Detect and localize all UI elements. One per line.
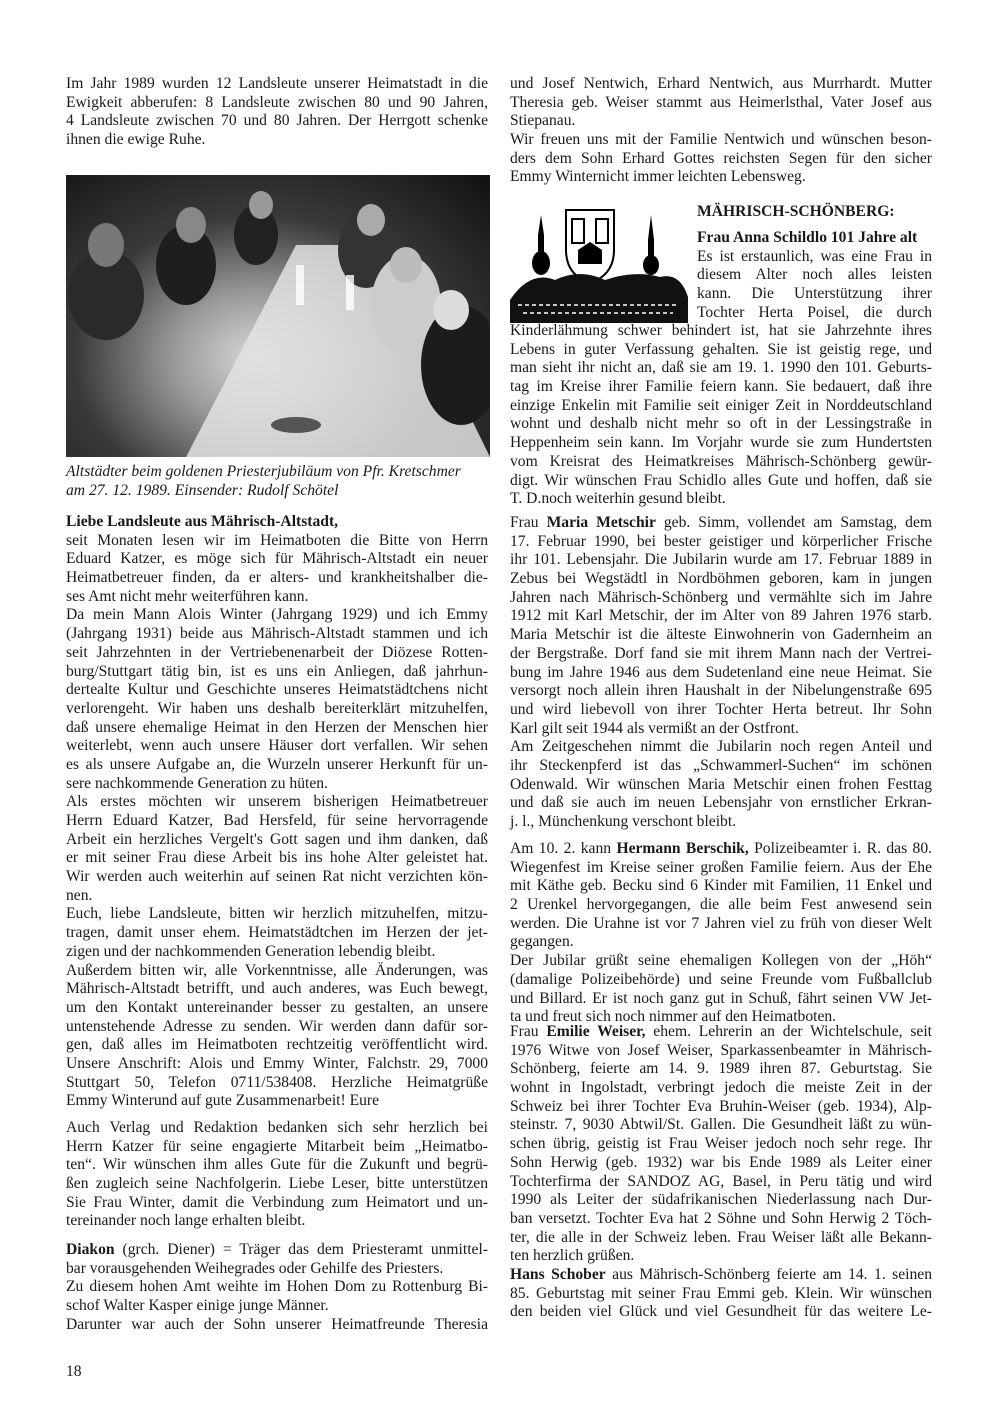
text-line: Zebus bei Wegstädtl in Nordböhmen geboren, kam in jungen bbox=[510, 570, 932, 588]
text-line: Tochterfirma der SANDOZ AG, Basel, in Peru tätig und wird bbox=[510, 1172, 932, 1190]
text-line bbox=[510, 1303, 932, 1322]
text: Frau bbox=[510, 1023, 547, 1040]
text-line: tragen, damit unser ehem. Heimatstädtchen im Herzen der jet- bbox=[66, 924, 488, 942]
paragraph bbox=[66, 606, 488, 793]
text-line: mit Käthe geb. Becku sind 6 Kinder mit Familien, 11 Enkel und bbox=[510, 877, 932, 895]
text-line: Heppenheim sein kann. Im Vorjahr wurde sie zum Hundertsten bbox=[510, 434, 932, 452]
text-line: Arbeit ein herzliches Vergelt's Gott sagen und ihm danken, daß bbox=[66, 830, 488, 848]
text-line bbox=[697, 304, 932, 323]
text-line: werden. Die Urahne ist vor 7 Jahren viel zu früh von dieser Welt bbox=[510, 914, 932, 932]
text-line: Unsere Anschrift: Alois und Emmy Winter, Falchstr. 29, 7000 bbox=[66, 1054, 488, 1072]
caption-line: am 27. 12. 1989. Einsender: Rudolf Schötel bbox=[66, 481, 339, 499]
text: Am 10. 2. kann bbox=[510, 840, 617, 857]
text-line: Wiegenfest im Kreise seiner großen Familie feiern. Aus der Ehe bbox=[510, 858, 932, 876]
text-line: um den Kontakt untereinander besser zu gestalten, an unsere bbox=[66, 998, 488, 1016]
text-line: Auch Verlag und Redaktion bedanken sich sehr herzlich bei bbox=[66, 1119, 488, 1136]
text-line: Wir freuen uns mit der Familie Nentwich und wünschen beson- bbox=[510, 131, 932, 149]
text-line: ses Amt nicht mehr weiterführen kann. bbox=[66, 587, 309, 605]
text-line: wohnt in Ingolstadt, verbringt jedoch die meiste Zeit in der bbox=[510, 1079, 932, 1097]
text-line: weiterlebt, wenn auch unsere Häuser dort verfallen. Wir sehen bbox=[66, 737, 488, 755]
text-line: ßen zugleich seine Nachfolgerin. Liebe Leser, bitte unterstützen bbox=[66, 1175, 488, 1193]
text-line bbox=[66, 1316, 488, 1335]
text: ehem. Lehrerin an der Wichtelschule, seit bbox=[645, 1023, 932, 1040]
text-line: Wir werden auch weiterhin auf seinen Rat nicht verzichten kön- bbox=[66, 868, 488, 886]
text-line: Lebens in guter Verfassung gehalten. Sie ist geistig rege, und bbox=[510, 340, 932, 358]
text-line: und daß sie auch im neuen Lebensjahr von ernstlicher Erkran- bbox=[510, 794, 932, 812]
text-line: 1990 als Leiter der südafrikanischen Niederlassung nach Dur- bbox=[510, 1191, 932, 1209]
bold-name: Maria Metschir bbox=[546, 514, 656, 531]
text-line: (damalige Polizeibehörde) und seine Freunde vom Fußballclub bbox=[510, 970, 932, 988]
text-line: ten“. Wir wünschen ihm alles Gute für die Zukunft und begrü- bbox=[66, 1156, 488, 1174]
section-heading-maehrisch-schoenberg: MÄHRISCH-SCHÖNBERG: bbox=[697, 203, 895, 220]
paragraph bbox=[510, 1266, 932, 1322]
text-line: es als unsere Aufgabe an, die Wurzeln unserer Herkunft für un- bbox=[66, 755, 488, 773]
text-line: Maria Metschir ist die älteste Einwohnerin von Gadernheim an bbox=[510, 626, 932, 644]
text-line: Kinderlähmung schwer behindert ist, hat sie Jahrzehnte ihres bbox=[510, 322, 932, 339]
text-line: Karl gilt seit 1944 als vermißt an der Ostfront. bbox=[510, 719, 799, 737]
text-line: ders dem Sohn Erhard Gottes reichsten Segen für den sicher bbox=[510, 149, 932, 167]
photo-image bbox=[66, 175, 490, 457]
bold-name: Hermann Berschik, bbox=[616, 840, 749, 857]
signature: Emmy Winter bbox=[510, 168, 598, 186]
letter-body bbox=[66, 532, 488, 1111]
text: geb. Simm, vollendet am Samstag, dem bbox=[655, 514, 932, 531]
text: Frau bbox=[510, 514, 547, 531]
letter-article bbox=[66, 513, 488, 1111]
text-line: nen. bbox=[66, 886, 93, 904]
text-line bbox=[510, 1266, 932, 1285]
paragraph bbox=[510, 738, 932, 831]
text-line: tereinander noch lange erhalten bleibt. bbox=[66, 1212, 306, 1230]
text: Polizeibeamter i. R. das 80. bbox=[748, 840, 933, 857]
text-line: Heimatbetreuer finden, da er alters- und krankheitshalber die- bbox=[66, 569, 488, 587]
text-line: ihnen die ewige Ruhe. bbox=[66, 131, 206, 149]
text-line: Sie Frau Winter, damit die Verbindung zum Heimatort und un- bbox=[66, 1193, 488, 1211]
text-line: steinstr. 7, 9030 Abtwil/St. Gallen. Die Gesundheit läßt zu wün- bbox=[510, 1116, 932, 1134]
text-line: Da mein Mann Alois Winter (Jahrgang 1929) und ich Emmy bbox=[66, 606, 488, 624]
text-line bbox=[510, 813, 932, 832]
text-line: ihr 101. Lebensjahr. Die Jubilarin wurde am 17. Februar 1889 in bbox=[510, 551, 932, 569]
text-line: Herrn Eduard Katzer, Bad Hersfeld, für seine hervorragende bbox=[66, 812, 488, 829]
text: (grch. Diener) = Träger das dem Priesteramt unmittel- bbox=[114, 1241, 488, 1258]
text-line: gegangen. bbox=[510, 933, 574, 951]
text-line: dertealte Kultur und Geschichte unseres Heimatstädtchens nicht bbox=[66, 681, 488, 699]
text-line bbox=[510, 840, 932, 859]
text-line: wohnt und deshalb nicht mehr so oft in der Lessingstraße in bbox=[510, 415, 932, 433]
text-line: ta und freut sich noch nimmer auf den Heimatboten. bbox=[510, 1008, 837, 1026]
text-line: ter, die alle in der Schweiz leben. Frau Weiser läßt alle Bekann- bbox=[510, 1228, 932, 1246]
text-line: Mährisch-Altstadt betrifft, und auch anderes, was Euch bewegt, bbox=[66, 980, 488, 998]
paragraph bbox=[510, 322, 932, 509]
text-line: und Josef Nentwich, Erhard Nentwich, aus Murrhardt. Mutter bbox=[510, 75, 932, 92]
text-line: tag im Kreise ihrer Familie feiern kann. Sie bedauert, daß ihre bbox=[510, 378, 932, 396]
text-line: Theresia geb. Weiser stammt aus Heimerlsthal, Vater Josef aus bbox=[510, 93, 932, 111]
schildlo-article-top bbox=[697, 203, 932, 322]
text-line: ihr Steckenpferd ist das „Schwammerl-Suchen“ im schönen bbox=[510, 756, 932, 774]
publisher-note bbox=[66, 1119, 488, 1231]
text-line: daß unsere ehemalige Heimat in den Herzen der Menschen hier bbox=[66, 718, 488, 736]
text-line: und wird liebevoll von ihrer Tochter Herta betreut. Ihr Sohn bbox=[510, 700, 932, 718]
schildlo-heading: Frau Anna Schildlo 101 Jahre alt bbox=[697, 229, 918, 246]
text-line: ban versetzt. Tochter Eva hat 2 Söhne und Sohn Herwig 2 Töch- bbox=[510, 1209, 932, 1227]
text-line: seit Jahrzehnten in der Vertriebenenarbeit der Diözese Rotten- bbox=[66, 643, 488, 661]
text-line bbox=[66, 1092, 488, 1111]
text-line: 2 Urenkel hervorgegangen, die alle beim Fest anwesend sein bbox=[510, 896, 932, 914]
text-line: er mit seiner Frau diese Arbeit bis ins hohe Alter geleistet hat. bbox=[66, 849, 488, 867]
paragraph bbox=[510, 840, 932, 952]
text-line: Eduard Katzer, es möge sich für Mährisch-Altstadt ein neuer bbox=[66, 550, 488, 568]
text-line: Stiepanau. bbox=[510, 112, 576, 130]
text-line: Es ist erstaunlich, was eine Frau in bbox=[697, 247, 932, 265]
intro-paragraph bbox=[66, 75, 488, 150]
text-line bbox=[66, 1241, 488, 1260]
paragraph bbox=[66, 793, 488, 905]
schildlo-intro bbox=[697, 248, 932, 323]
text-line: gen, daß alles im Heimatboten rechtzeitig veröffentlicht wird. bbox=[66, 1036, 488, 1054]
page-number: 18 bbox=[66, 1363, 82, 1380]
text-line: digt. Wir wünschen Frau Schidlo alles Gute und hoffen, daß sie bbox=[510, 471, 932, 489]
text-line: Jahren nach Mährisch-Schönberg und vermählte sich im Jahre bbox=[510, 588, 932, 606]
berschik-article bbox=[510, 840, 932, 1027]
text-line: Schweiz bei ihrer Tochter Eva Bruhin-Weiser (geb. 1934), Alp- bbox=[510, 1097, 932, 1115]
paragraph bbox=[66, 75, 488, 150]
signature: Emmy Winter bbox=[66, 1092, 154, 1110]
paragraph bbox=[66, 962, 488, 1112]
paragraph bbox=[66, 1316, 488, 1335]
text-line: ten herzlich grüßen. bbox=[510, 1247, 635, 1265]
text-line: bung im Jahre 1946 aus dem Sudetenland eine neue Heimat. Sie bbox=[510, 663, 932, 681]
text-line: man sieht ihr nicht an, daß sie am 19. 1. 1990 den 101. Geburts- bbox=[510, 359, 932, 377]
text-line: Der Jubilar grüßt seine ehemaligen Kollegen von der „Höh“ bbox=[510, 952, 932, 970]
text-line: Sohn Herwig (geb. 1932) war bis Ende 1989 als Leiter einer bbox=[510, 1153, 932, 1171]
signature: j. l., München bbox=[510, 813, 598, 830]
text-line: bar vorausgehenden Weihegrades oder Gehilfe des Priesters. bbox=[66, 1259, 444, 1277]
text-line: 1912 mit Karl Metschir, der im Alter von 89 Jahren 1976 starb. bbox=[510, 607, 932, 625]
text-line: Zu diesem hohen Amt weihte im Hohen Dom zu Rottenburg Bi- bbox=[66, 1278, 488, 1296]
text-line: schof Walter Kasper einige junge Männer. bbox=[66, 1297, 329, 1315]
weiser-article bbox=[510, 1023, 932, 1322]
photo-caption bbox=[66, 463, 488, 500]
paragraph bbox=[510, 514, 932, 738]
text: kung verschont bleibt. bbox=[597, 813, 737, 830]
text: den beiden viel Glück und viel Gesundheit für das weitere Le- bbox=[510, 1303, 932, 1321]
text-line: Herrn Katzer für seine engagierte Mitarbeit beim „Heimatbo- bbox=[66, 1137, 488, 1155]
diakon-article bbox=[66, 1241, 488, 1334]
paragraph bbox=[510, 75, 932, 131]
paragraph bbox=[510, 1023, 932, 1266]
text-line bbox=[510, 490, 932, 509]
text-line bbox=[510, 168, 932, 187]
text-line: diesem Alter noch alles leisten bbox=[697, 266, 932, 284]
caption-line: Altstädter beim goldenen Priesterjubiläum von Pfr. Kretschmer bbox=[66, 463, 461, 480]
bold-name: Diakon bbox=[66, 1241, 115, 1258]
text-line: Ewigkeit abberufen: 8 Landsleute zwischen 80 und 90 Jahren, bbox=[66, 93, 488, 111]
paragraph bbox=[66, 1119, 488, 1231]
text-line: burg/Stuttgart tätig bin, ist es uns ein Anliegen, daß jahrhun- bbox=[66, 662, 488, 680]
paragraph bbox=[66, 1278, 488, 1315]
letter-heading: Liebe Landsleute aus Mährisch-Altstadt, bbox=[66, 513, 339, 530]
text-line: versorgt noch allein ihren Haushalt in der Nibelungenstraße 695 bbox=[510, 682, 932, 700]
text-line bbox=[510, 514, 932, 533]
signature: T. D. bbox=[510, 490, 542, 508]
metschir-article bbox=[510, 514, 932, 832]
text-line: zigen und der nachkommenden Generation lebendig bleibt. bbox=[66, 942, 436, 960]
text-line: Schönberg, feierte am 14. 9. 1989 ihren 87. Geburtstag. Sie bbox=[510, 1060, 932, 1078]
text-line: seit Monaten lesen wir im Heimatboten die Bitte von Herrn bbox=[66, 531, 488, 549]
bold-name: Emilie Weiser, bbox=[546, 1023, 646, 1040]
text-line: 4 Landsleute zwischen 70 und 80 Jahren. Der Herrgott schenke bbox=[66, 112, 488, 130]
text-line: und Billard. Er ist noch ganz gut in Schuß, fährt seinen VW Jet- bbox=[510, 989, 932, 1007]
text-line: verlorengeht. Wir haben uns deshalb bereiterklärt mitzuhelfen, bbox=[66, 699, 488, 717]
group-photo bbox=[66, 175, 490, 457]
paragraph bbox=[510, 131, 932, 187]
text-line: kann. Die Unterstützung ihrer bbox=[697, 285, 932, 303]
text-line: einzige Enkelin mit Familie seit einiger Zeit in Norddeutschland bbox=[510, 396, 932, 414]
text: nicht immer leichten Lebensweg. bbox=[597, 168, 806, 186]
schildlo-article bbox=[510, 322, 932, 509]
text-line: vom Kreisrat des Heimatkreises Mährisch-Schönberg gewür- bbox=[510, 452, 932, 470]
paragraph bbox=[66, 532, 488, 607]
text-line: der Bergstraße. Dorf fand sie mit ihrem Mann nach der Vertrei- bbox=[510, 644, 932, 662]
text-line: Am Zeitgeschehen nimmt die Jubilarin noch regen Anteil und bbox=[510, 738, 932, 756]
nentwich-article bbox=[510, 75, 932, 187]
text-line: schen übrig, geistig ist Frau Weiser jedoch noch sehr rege. Ihr bbox=[510, 1135, 932, 1153]
text: Tochter Herta Poisel, die durch bbox=[697, 303, 932, 321]
bold-name: Hans Schober bbox=[510, 1265, 606, 1283]
paragraph bbox=[66, 905, 488, 961]
text-line: Stuttgart 50, Telefon 0711/538408. Herzliche Heimatgrüße bbox=[66, 1073, 488, 1091]
text-line: untenstehende Adresse zu senden. Wir werden dann dafür sor- bbox=[66, 1017, 488, 1035]
paragraph bbox=[66, 1241, 488, 1278]
text-line: Odenwald. Wir wünschen Maria Metschir einen frohen Festtag bbox=[510, 775, 932, 793]
text-line: Außerdem bitten wir, alle Vorkenntnisse, alle Änderungen, was bbox=[66, 961, 488, 979]
text-line bbox=[510, 1023, 932, 1042]
text: und auf gute Zusammenarbeit! Eure bbox=[153, 1092, 380, 1110]
paragraph bbox=[510, 952, 932, 1027]
text-line: 1976 Witwe von Josef Weiser, Sparkassenbeamter in Mährisch- bbox=[510, 1041, 932, 1059]
text-line: Im Jahr 1989 wurden 12 Landsleute unserer Heimatstadt in die bbox=[66, 75, 488, 92]
town-emblem-illustration bbox=[508, 205, 693, 323]
text: aus Mährisch-Schönberg feierte am 14. 1. seinen bbox=[605, 1265, 932, 1283]
text-line: 85. Geburtstag mit seiner Frau Emmi geb. Klein. Wir wünschen bbox=[510, 1284, 932, 1302]
text-line: Euch, liebe Landsleute, bitten wir herzlich mitzuhelfen, mitzu- bbox=[66, 905, 488, 923]
text-line: sere nachkommende Generation zu hüten. bbox=[66, 774, 328, 792]
text-line: 17. Februar 1990, bei bester geistiger und körperlicher Frische bbox=[510, 532, 932, 550]
paragraph bbox=[697, 248, 932, 323]
text-line: (Jahrgang 1931) beide aus Mährisch-Altstadt stammen und ich bbox=[66, 625, 488, 643]
text-line: Als erstes möchten wir unserem bisherigen Heimatbetreuer bbox=[66, 793, 488, 811]
text: Darunter war auch der Sohn unserer Heimatfreunde Theresia bbox=[66, 1315, 488, 1333]
text: noch weiterhin gesund bleibt. bbox=[541, 490, 726, 508]
